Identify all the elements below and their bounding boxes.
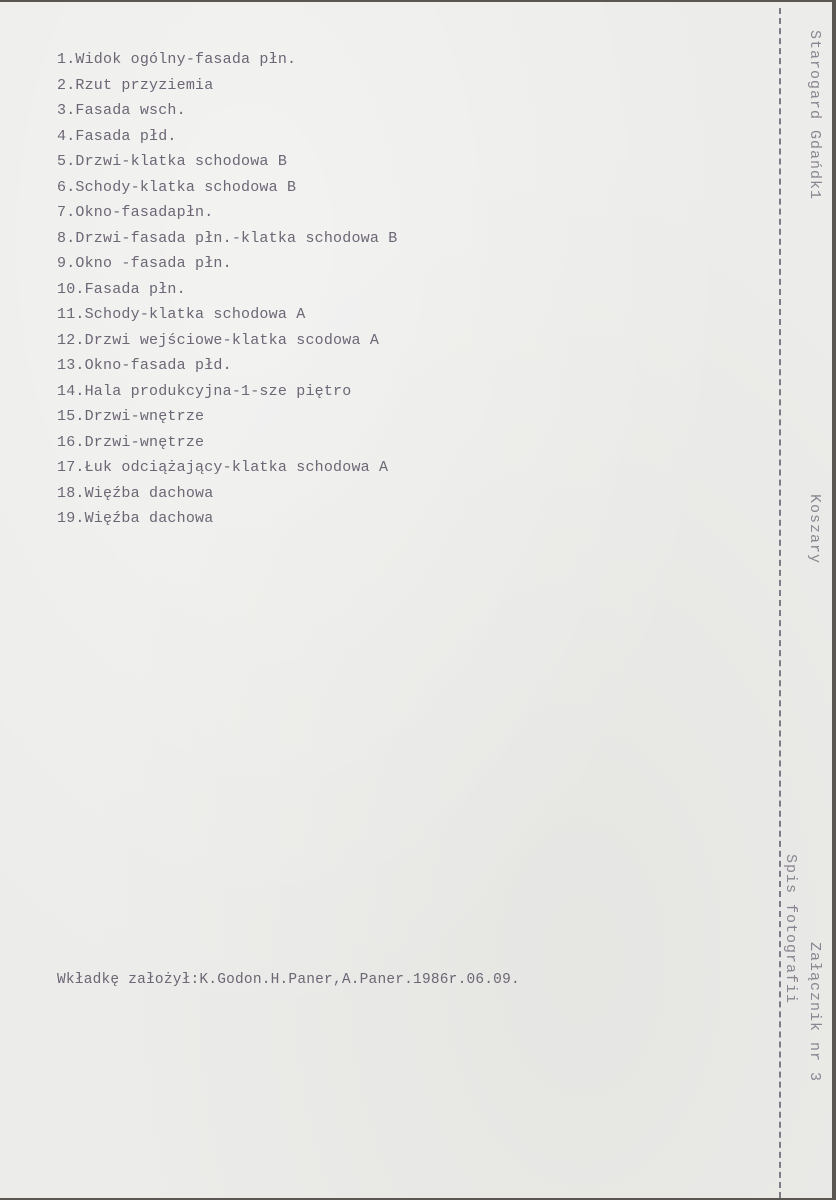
list-item: 4.Fasada płd. (57, 127, 177, 145)
author-note: Wkładkę założył:K.Godon.H.Paner,A.Paner.1986r.06.09. (57, 972, 520, 988)
list-item: 3.Fasada wsch. (57, 102, 186, 119)
list-item: 8.Drzwi-fasada płn.-klatka schodowa B (57, 229, 398, 247)
list-item: 9.Okno -fasada płn. (57, 255, 232, 272)
list-item: 1.Widok ogólny-fasada płn. (57, 51, 297, 68)
list-item: 11.Schody-klatka schodowa A (57, 306, 306, 323)
list-item: 14.Hala produkcyjna-1-sze piętro (57, 382, 352, 400)
perforation-divider (779, 8, 781, 1198)
list-item: 17.Łuk odciążający-klatka schodowa A (57, 459, 389, 476)
list-item: 10.Fasada płn. (57, 280, 186, 298)
list-item: 16.Drzwi-wnętrze (57, 433, 205, 451)
list-item: 6.Schody-klatka schodowa B (57, 178, 297, 196)
margin-city-label: Starogard Gdańdk1 (806, 30, 823, 201)
photo-list (57, 47, 397, 532)
list-item: 2.Rzut przyziemia (57, 76, 214, 94)
document-page (0, 2, 832, 1198)
list-item: 18.Więźba dachowa (57, 484, 214, 502)
list-item: 5.Drzwi-klatka schodowa B (57, 153, 288, 170)
list-item: 19.Więźba dachowa (57, 510, 214, 527)
margin-annex-label: Załącznik nr 3 (806, 942, 823, 1083)
list-item: 12.Drzwi wejściowe-klatka scodowa A (57, 331, 380, 349)
list-item: 15.Drzwi-wnętrze (57, 408, 205, 425)
margin-list-title: Spis fotografii (782, 854, 799, 1005)
list-item: 13.Okno-fasada płd. (57, 357, 232, 374)
margin-subject-label: Koszary (806, 494, 823, 565)
list-item: 7.Okno-fasadapłn. (57, 204, 214, 221)
